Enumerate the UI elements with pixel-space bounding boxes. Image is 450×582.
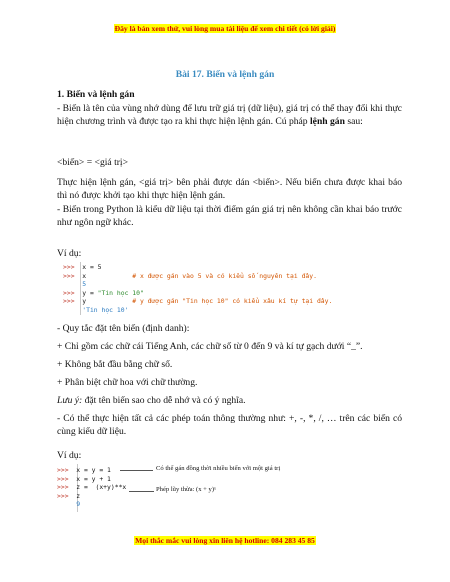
code-output: 'Tin học 10': [82, 305, 129, 314]
annotation-power-operation: Phép lũy thừa: (x + y)ˣ: [156, 486, 216, 493]
code-line: >>> x = 5: [63, 263, 102, 271]
example-label: Ví dụ:: [57, 450, 82, 461]
naming-rule: + Phân biệt chữ hoa với chữ thường.: [57, 377, 198, 388]
note-text: đặt tên biến sao cho dễ nhớ và có ý nghĩa.: [82, 395, 246, 406]
code-output: 9: [76, 500, 81, 509]
code-example-1: [63, 263, 332, 315]
annotation-connector: [129, 491, 154, 492]
paragraph-variable-definition: [57, 102, 402, 128]
note-label: Lưu ý:: [57, 395, 83, 406]
naming-rule: + Chỉ gồm các chữ cái Tiếng Anh, các chữ số từ 0 đến 9 và kí tự gạch dưới “_”.: [57, 341, 363, 352]
paragraph-tail: sau:: [344, 116, 363, 127]
code-line: >>> x = y + 1: [57, 474, 111, 483]
bold-term: lệnh gán: [310, 116, 345, 127]
section-heading: 1. Biến và lệnh gán: [57, 89, 135, 100]
code-line: >>> z: [57, 491, 81, 500]
example-label: Ví dụ:: [57, 248, 82, 259]
preview-notice-banner: Đây là bản xem thử, vui lòng mua tài liệu để xem chi tiết (có lời giải): [114, 24, 336, 33]
assignment-syntax: <biến> = <giá trị>: [57, 157, 129, 168]
code-line: >>> x # x được gán vào 5 và có kiểu số nguyên tại đây.: [63, 271, 317, 280]
lesson-title: Bài 17. Biến và lệnh gán: [175, 69, 275, 80]
code-line: >>> y = "Tin học 10": [63, 288, 144, 297]
hotline-banner: Mọi thắc mắc vui lòng xin liên hệ hotline: 084 283 45 85: [135, 536, 315, 545]
paragraph-operations: - Có thể thực hiện tất cả các phép toán thông thường như: +, -, *, /, … trên các biến có cùng kiểu dữ liệu.: [57, 413, 402, 437]
naming-rule: + Không bắt đầu bằng chữ số.: [57, 359, 173, 370]
annotation-multiple-assignment: Có thể gán đồng thời nhiều biến với một giá trị: [156, 465, 281, 472]
naming-note: [57, 394, 402, 407]
naming-rules-heading: - Quy tắc đặt tên biến (định danh):: [57, 323, 190, 334]
paragraph-python-typing: - Biến trong Python là kiểu dữ liệu tại thời điểm gán giá trị nên không cần khai báo trước như ngôn ngữ khác.: [57, 204, 402, 228]
annotation-connector: [120, 470, 153, 471]
paragraph-text: - Biến là tên của vùng nhớ dùng để lưu trữ giá trị (dữ liệu), giá trị có thể thay đổi khi thực hiện chương trình và được tạo ra khi thực hiện lệnh gán. Cú pháp: [57, 103, 402, 127]
paragraph-assignment: Thực hiện lệnh gán, <giá trị> bên phải được dán <biến>. Nếu biến chưa được khai báo thì nó được khởi tạo khi thực hiện lệnh gán.: [57, 177, 402, 201]
code-line: >>> z = (x+y)**x: [57, 483, 127, 492]
code-line: >>> y # y được gán "Tin học 10" có kiểu xâu kí tự tại đây.: [63, 297, 333, 306]
code-line: >>> x = y = 1: [57, 466, 111, 474]
code-output: 5: [82, 280, 87, 289]
code-example-2: [57, 466, 126, 509]
